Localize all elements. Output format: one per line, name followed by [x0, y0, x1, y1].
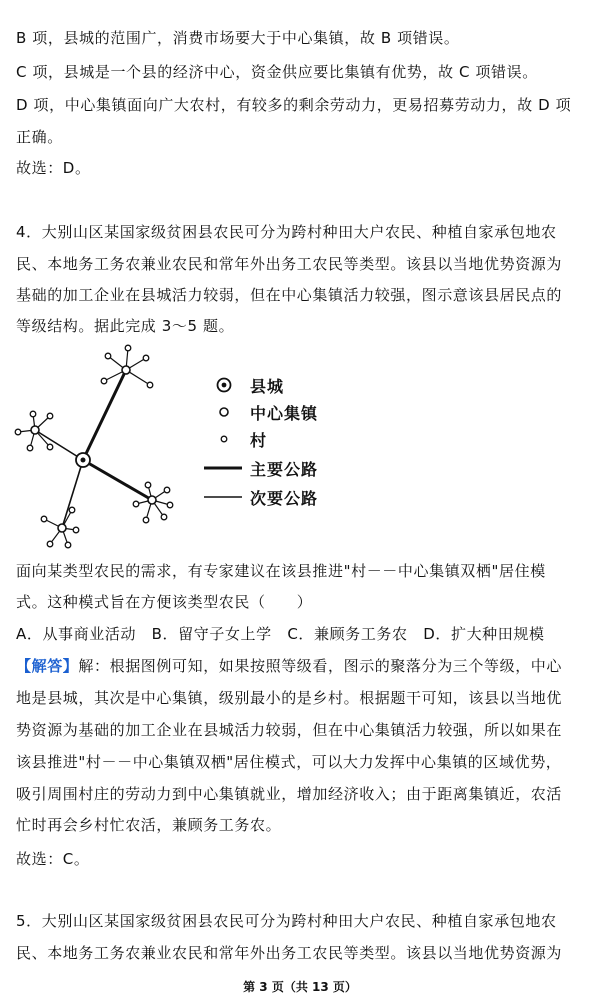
village-marker: [41, 516, 47, 522]
solution-line-2: 地是县城，其次是中心集镇，级别最小的是乡村。根据题干可知，该县以当地优: [16, 689, 563, 707]
town-marker: [58, 524, 66, 532]
line-2: C 项，县城是一个县的经济中心，资金供应要比集镇有优势，故 C 项错误。: [16, 63, 538, 81]
legend-village-label: 村: [250, 431, 268, 450]
legend-village-symbol: [221, 436, 227, 442]
line-4: 正确。: [16, 128, 63, 146]
line-5: 故选：D。: [16, 159, 91, 177]
legend-town-label: 中心集镇: [250, 404, 319, 423]
legend-county-label: 县城: [250, 377, 285, 396]
town-marker: [122, 366, 130, 374]
question-5-line-2: 民、本地务工务农兼业农民和常年外出务工农民等类型。该县以当地优势资源为: [16, 944, 563, 962]
minor-road: [35, 430, 83, 460]
legend-town-symbol: [220, 408, 228, 416]
village-marker: [73, 527, 79, 533]
question-4-line-3: 基础的加工企业在县城活力较弱，但在中心集镇活力较强，图示意该县居民点的: [16, 286, 563, 304]
village-marker: [167, 502, 173, 508]
village-marker: [164, 487, 170, 493]
village-marker: [133, 501, 139, 507]
village-marker: [147, 382, 153, 388]
solution-line-4: 该县推进"村－－中心集镇双栖"居住模式，可以大力发挥中心集镇的区域优势，: [16, 753, 562, 771]
solution-tag: 【解答】: [16, 657, 79, 675]
answer-line: 故选：C。: [16, 850, 90, 868]
question-4-line-4: 等级结构。据此完成 3～5 题。: [16, 317, 235, 335]
village-marker: [69, 507, 75, 513]
village-marker: [47, 541, 53, 547]
solution-text: 解：根据图例可知，如果按照等级看，图示的聚落分为三个等级，中心: [78, 657, 563, 675]
village-marker: [143, 355, 149, 361]
village-marker: [15, 429, 21, 435]
village-marker: [125, 345, 131, 351]
question-line-1: 面向某类型农民的需求，有专家建议在该县推进"村－－中心集镇双栖"居住模: [16, 562, 546, 580]
village-marker: [47, 444, 53, 450]
village-marker: [161, 514, 167, 520]
minor-road: [62, 460, 83, 528]
village-marker: [143, 517, 149, 523]
answer-options: A．从事商业活动 B．留守子女上学 C．兼顾务工务农 D．扩大种田规模: [16, 625, 545, 643]
page-footer: 第 3 页（共 13 页）: [243, 980, 357, 994]
question-5-line-1: 5．大别山区某国家级贫困县农民可分为跨村种田大户农民、种植自家承包地农: [16, 912, 557, 930]
legend-main-road-label: 主要公路: [250, 460, 319, 479]
solution-line-6: 忙时再会乡村忙农活，兼顾务工务农。: [16, 816, 282, 834]
legend-minor-road-label: 次要公路: [250, 489, 319, 508]
village-marker: [27, 445, 33, 451]
village-marker: [105, 353, 111, 359]
town-marker: [148, 496, 156, 504]
village-marker: [47, 413, 53, 419]
village-marker: [30, 411, 36, 417]
line-1: B 项，县城的范围广，消费市场要大于中心集镇，故 B 项错误。: [16, 29, 460, 47]
question-4-line-1: 4．大别山区某国家级贫困县农民可分为跨村种田大户农民、种植自家承包地农: [16, 223, 557, 241]
solution-line-3: 势资源为基础的加工企业在县城活力较弱，但在中心集镇活力较强，所以如果在: [16, 721, 563, 739]
village-marker: [65, 542, 71, 548]
solution-line-5: 吸引周围村庄的劳动力到中心集镇就业，增加经济收入；由于距离集镇近，农活: [16, 785, 563, 803]
question-line-2: 式。这种模式旨在方便该类型农民（ ）: [16, 593, 313, 611]
main-road: [83, 460, 152, 500]
line-3: D 项，中心集镇面向广大农村，有较多的剩余劳动力，更易招募劳动力，故 D 项: [16, 96, 572, 114]
solution-line-1: [16, 656, 586, 676]
town-marker: [31, 426, 39, 434]
village-marker: [101, 378, 107, 384]
question-4-line-2: 民、本地务工务农兼业农民和常年外出务工农民等类型。该县以当地优势资源为: [16, 255, 563, 273]
village-marker: [145, 482, 151, 488]
